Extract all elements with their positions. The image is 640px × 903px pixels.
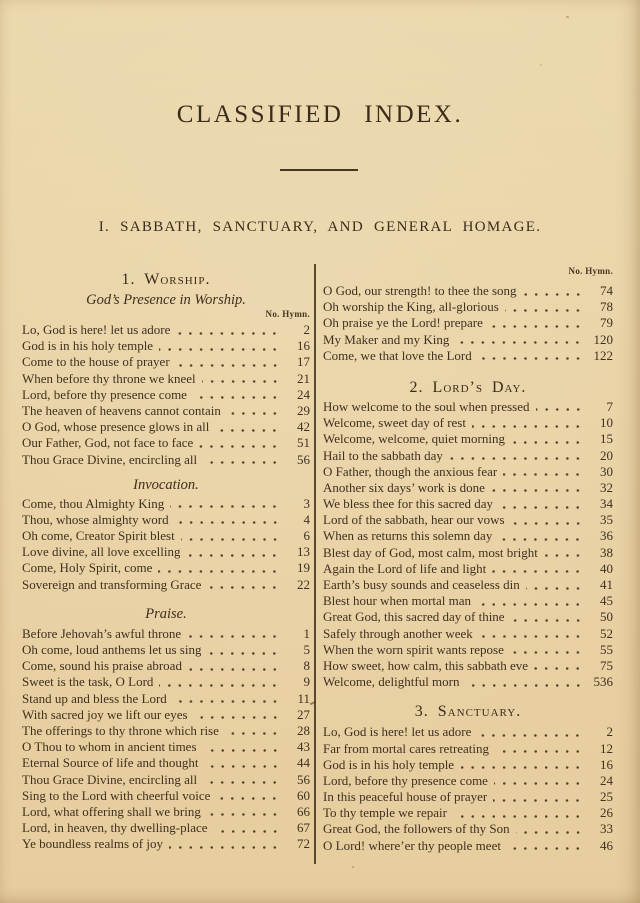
dot-leader — [215, 419, 282, 435]
dot-leader — [176, 322, 282, 338]
hymn-title: Safely through another week — [323, 625, 473, 641]
hymn-number: 60 — [297, 787, 310, 803]
hymn-title: Oh praise ye the Lord! prepare — [323, 315, 483, 331]
hymn-title: Thou Grace Divine, encircling all — [22, 771, 198, 787]
dot-leader — [544, 545, 585, 561]
index-entry — [22, 560, 310, 576]
index-entry — [323, 315, 613, 331]
dot-leader — [511, 512, 585, 528]
paper-speck — [566, 16, 569, 18]
entry-list-lords-day — [323, 399, 613, 690]
index-entry — [22, 496, 310, 512]
hymn-number: 30 — [600, 463, 613, 479]
hymn-number: 34 — [600, 496, 613, 512]
hymn-number: 19 — [297, 560, 310, 576]
hymn-number: 20 — [600, 447, 613, 463]
section-heading: I. SABBATH, SANCTUARY, AND GENERAL HOMAGE. — [98, 219, 542, 235]
column-left — [22, 270, 310, 852]
dot-leader — [493, 789, 585, 805]
dot-leader — [478, 348, 585, 364]
hymn-number: 1 — [303, 625, 310, 641]
hymn-number: 536 — [593, 674, 613, 690]
dot-leader — [492, 561, 585, 577]
hymn-number: 28 — [297, 722, 310, 738]
hymn-number: 26 — [600, 805, 613, 821]
index-entry — [22, 626, 310, 642]
index-entry — [22, 452, 310, 468]
hymn-number: 15 — [600, 431, 613, 447]
hymn-number: 41 — [600, 577, 613, 592]
index-entry — [323, 464, 613, 480]
hymn-number: 120 — [593, 331, 613, 347]
index-entry — [323, 399, 613, 415]
dot-leader — [455, 332, 585, 348]
hymn-title: Come, thou Almighty King — [22, 495, 165, 511]
paper-speck — [148, 296, 150, 298]
page-title: CLASSIFIED INDEX. — [176, 101, 464, 128]
index-entry — [323, 773, 613, 789]
worship-section-title: 1. Worship. — [121, 271, 211, 288]
dot-leader — [495, 741, 585, 757]
dot-leader — [186, 544, 282, 560]
dot-leader — [494, 773, 585, 789]
hymn-title: Sweet is the task, O Lord — [22, 674, 154, 690]
hymn-title: Come to the house of prayer — [22, 354, 170, 370]
hymn-number: 42 — [297, 419, 310, 435]
hymn-number: 13 — [297, 544, 310, 560]
hymn-title: O Father, though the anxious fear — [323, 463, 498, 479]
dot-leader — [176, 354, 282, 370]
hymn-number: 46 — [600, 837, 613, 853]
hymn-number: 43 — [297, 739, 310, 755]
index-entry — [323, 448, 613, 464]
entry-list-presence — [22, 322, 310, 468]
hymn-title: Another six days’ work is done — [323, 479, 485, 495]
index-entry — [323, 741, 613, 757]
dot-leader — [516, 821, 585, 837]
index-entry — [323, 496, 613, 512]
hymn-title: Sovereign and transforming Grace — [22, 576, 202, 592]
hymn-number: 75 — [600, 657, 613, 673]
subsection-title-presence: God’s Presence in Worship. — [86, 292, 246, 308]
index-entry — [323, 674, 613, 690]
index-entry — [22, 658, 310, 674]
index-entry — [22, 739, 310, 755]
hymn-title: To thy temple we repair — [323, 805, 447, 821]
index-entry — [22, 820, 310, 836]
hymn-number: 35 — [600, 512, 613, 528]
index-entry — [22, 723, 310, 739]
hymn-title: Blest hour when mortal man — [323, 593, 472, 609]
index-entry — [323, 593, 613, 609]
dot-leader — [507, 838, 585, 854]
hymn-number: 74 — [600, 283, 613, 298]
hymn-title: Sing to the Lord with cheerful voice — [22, 787, 211, 803]
hymn-title: When the worn spirit wants repose — [323, 641, 504, 657]
index-entry — [323, 348, 613, 364]
index-entry — [22, 804, 310, 820]
dot-leader — [511, 609, 585, 625]
hymn-number: 8 — [303, 658, 310, 674]
hymn-number: 56 — [297, 771, 310, 787]
entry-list-praise-continued — [323, 283, 613, 364]
dot-leader — [188, 658, 282, 674]
dot-leader — [460, 757, 585, 773]
dot-leader — [202, 371, 282, 387]
index-entry — [22, 772, 310, 788]
dot-leader — [205, 755, 282, 771]
hymn-title: The heaven of heavens cannot contain — [22, 402, 221, 418]
index-entry — [22, 707, 310, 723]
column-divider — [314, 264, 316, 864]
hymn-title: Lo, God is here! let us adore — [323, 724, 472, 740]
hymn-title: Blest day of God, most calm, most bright — [323, 544, 538, 560]
hymn-title: O Thou to whom in ancient times — [22, 739, 197, 755]
hymn-number: 52 — [600, 625, 613, 641]
hymn-number: 29 — [297, 402, 310, 418]
dot-leader — [216, 788, 282, 804]
hymn-title: The offerings to thy throne which rise — [22, 722, 219, 738]
index-entry — [323, 642, 613, 658]
dot-leader — [491, 480, 585, 496]
hymn-title: When before thy throne we kneel — [22, 370, 196, 386]
dot-leader — [170, 496, 282, 512]
index-entry — [323, 512, 613, 528]
dot-leader — [158, 560, 282, 576]
index-entry — [323, 805, 613, 821]
dot-leader — [159, 674, 282, 690]
hymn-title: Eternal Source of life and thought — [22, 755, 199, 771]
index-entry — [323, 577, 613, 593]
hymn-title: My Maker and my King — [323, 331, 450, 347]
hymn-title: Lord, in heaven, thy dwelling-place — [22, 820, 208, 836]
hymn-number: 27 — [297, 706, 310, 722]
dot-leader — [479, 626, 585, 642]
index-entry — [323, 724, 613, 740]
hymn-number: 38 — [600, 544, 613, 560]
hymn-title: Great God, the followers of thy Son — [323, 821, 510, 837]
dot-leader — [536, 399, 585, 415]
dot-leader — [169, 836, 282, 852]
index-entry — [323, 545, 613, 561]
hymn-title: Thou Grace Divine, encircling all — [22, 451, 198, 467]
index-entry — [323, 658, 613, 674]
index-entry — [323, 299, 613, 315]
hymn-number: 45 — [600, 593, 613, 609]
hymn-number: 122 — [593, 347, 613, 363]
dot-leader — [510, 642, 585, 658]
dot-leader — [199, 435, 282, 451]
entry-list-invocation — [22, 496, 310, 593]
index-entry — [22, 435, 310, 451]
index-entry — [22, 674, 310, 690]
hymn-number: 25 — [600, 789, 613, 805]
index-entry — [22, 403, 310, 419]
hymn-title: Oh worship the King, all-glorious — [323, 299, 499, 315]
hymn-title: O God, whose presence glows in all — [22, 419, 210, 435]
hymn-title: Our Father, God, not face to face — [22, 435, 194, 451]
index-entry — [323, 757, 613, 773]
sanctuary-section-title: 3. Sanctuary. — [414, 703, 522, 721]
index-entry — [22, 691, 310, 707]
dot-leader — [225, 723, 282, 739]
hymn-number: 17 — [297, 354, 310, 370]
hymn-title: Far from mortal cares retreating — [323, 740, 490, 756]
hymn-title: Welcome, delightful morn — [323, 674, 460, 690]
title-rule — [280, 169, 358, 171]
hymn-title: Before Jehovah’s awful throne — [22, 625, 182, 641]
hymn-number: 72 — [297, 836, 310, 852]
hymn-number: 24 — [297, 386, 310, 402]
dot-leader — [193, 387, 282, 403]
hymn-number: 33 — [600, 821, 613, 837]
index-entry — [323, 480, 613, 496]
hymn-title: Come, sound his praise abroad — [22, 658, 182, 674]
hymn-title: Lo, God is here! let us adore — [22, 322, 171, 337]
hymn-number: 78 — [600, 299, 613, 315]
hymn-title: We bless thee for this sacred day — [323, 496, 494, 512]
paper-speck — [352, 866, 354, 868]
hymn-number: 3 — [303, 495, 310, 511]
hymn-title: How sweet, how calm, this sabbath eve — [323, 657, 529, 673]
dot-leader — [466, 674, 586, 690]
dot-leader — [207, 642, 282, 658]
hymn-title: Oh come, Creator Spirit blest — [22, 528, 175, 544]
hymn-number: 24 — [600, 772, 613, 788]
hymn-title: Come, Holy Spirit, come — [22, 560, 153, 576]
hymn-title: Welcome, welcome, quiet morning — [323, 431, 505, 447]
index-entry — [22, 755, 310, 771]
hymn-title: Lord of the sabbath, hear our vows — [323, 512, 505, 528]
hymn-number: 10 — [600, 415, 613, 431]
hymn-title: O Lord! where’er thy people meet — [323, 837, 501, 853]
hymn-title: Great God, this sacred day of thine — [323, 609, 505, 625]
hymn-number: 32 — [600, 479, 613, 495]
dot-leader — [534, 658, 585, 674]
index-entry — [22, 512, 310, 528]
index-entry — [323, 528, 613, 544]
hymn-title: In this peaceful house of prayer — [323, 789, 488, 805]
hymn-number: 9 — [303, 674, 310, 690]
index-entry — [22, 419, 310, 435]
index-entry — [323, 789, 613, 805]
dot-leader — [181, 528, 282, 544]
dot-leader — [503, 464, 585, 480]
dot-leader — [526, 577, 585, 593]
hymn-title: Thou, whose almighty word — [22, 511, 169, 527]
index-entry — [323, 332, 613, 348]
hymn-number: 66 — [297, 803, 310, 819]
no-hymn-label: No. Hymn. — [265, 309, 310, 319]
hymn-title: Earth’s busy sounds and ceaseless din — [323, 577, 520, 592]
dot-leader — [194, 707, 282, 723]
hymn-number: 5 — [303, 642, 310, 657]
dot-leader — [477, 593, 585, 609]
index-entry — [22, 836, 310, 852]
hymn-number: 50 — [600, 609, 613, 625]
dot-leader — [477, 724, 585, 740]
hymn-title: Love divine, all love excelling — [22, 544, 181, 560]
hymn-number: 11 — [297, 690, 310, 706]
paper-speck — [540, 64, 542, 66]
hymn-number: 2 — [606, 724, 613, 740]
hymn-number: 6 — [303, 528, 310, 544]
hymn-title: Come, we that love the Lord — [323, 347, 472, 363]
index-entry — [22, 322, 310, 338]
hymn-title: Lord, what offering shall we bring — [22, 803, 201, 819]
index-entry — [323, 838, 613, 854]
column-right — [323, 262, 613, 854]
dot-leader — [472, 415, 585, 431]
hymn-title: Welcome, sweet day of rest — [323, 415, 466, 431]
subsection-title-praise: Praise. — [145, 605, 187, 622]
dot-leader — [449, 448, 585, 464]
index-entry — [323, 609, 613, 625]
index-entry — [22, 528, 310, 544]
hymn-number: 7 — [606, 398, 613, 414]
index-entry — [323, 821, 613, 837]
dot-leader — [175, 512, 282, 528]
dot-leader — [489, 315, 585, 331]
hymn-title: O God, our strength! to thee the song — [323, 283, 517, 298]
hymn-number: 2 — [303, 322, 310, 337]
lords-day-section-title: 2. Lord’s Day. — [409, 378, 527, 396]
dot-leader — [187, 626, 282, 642]
hymn-number: 56 — [297, 451, 310, 467]
hymn-number: 16 — [297, 338, 310, 354]
hymn-title: With sacred joy we lift our eyes — [22, 706, 188, 722]
hymn-number: 40 — [600, 560, 613, 576]
index-entry — [323, 431, 613, 447]
index-entry — [22, 387, 310, 403]
hymn-title: God is in his holy temple — [22, 338, 154, 354]
hymn-title: How welcome to the soul when pressed — [323, 398, 530, 414]
hymn-title: Lord, before thy presence come — [323, 772, 488, 788]
entry-list-sanctuary — [323, 724, 613, 854]
hymn-title: Ye boundless realms of joy — [22, 836, 163, 852]
dot-leader — [173, 691, 282, 707]
hymn-number: 4 — [303, 511, 310, 527]
dot-leader — [214, 820, 282, 836]
index-entry — [22, 577, 310, 593]
hymn-number: 22 — [297, 576, 310, 592]
dot-leader — [498, 528, 585, 544]
dot-leader — [227, 403, 282, 419]
index-entry — [22, 338, 310, 354]
index-entry — [323, 561, 613, 577]
dot-leader — [505, 299, 585, 315]
hymn-number: 51 — [297, 435, 310, 451]
dot-leader — [523, 283, 585, 299]
dot-leader — [203, 772, 282, 788]
dot-leader — [159, 338, 282, 354]
dot-leader — [511, 431, 585, 447]
hymn-title: Again the Lord of life and light — [323, 560, 487, 576]
dot-leader — [207, 577, 282, 593]
index-entry — [323, 415, 613, 431]
dot-leader — [499, 496, 585, 512]
dot-leader — [207, 804, 282, 820]
entry-list-praise — [22, 626, 310, 853]
hymn-title: When as returns this solemn day — [323, 528, 493, 544]
hymn-title: Oh come, loud anthems let us sing — [22, 642, 202, 657]
no-hymn-label: No. Hymn. — [568, 266, 613, 276]
dot-leader — [203, 739, 282, 755]
dot-leader — [203, 452, 282, 468]
dot-leader — [453, 805, 585, 821]
index-entry — [22, 371, 310, 387]
index-entry — [22, 544, 310, 560]
index-entry — [22, 788, 310, 804]
hymn-number: 16 — [600, 756, 613, 772]
hymn-number: 44 — [297, 755, 310, 771]
hymn-number: 12 — [600, 740, 613, 756]
index-entry — [22, 354, 310, 370]
hymn-number: 21 — [297, 370, 310, 386]
hymn-number: 55 — [600, 641, 613, 657]
index-entry — [323, 283, 613, 299]
hymn-title: Stand up and bless the Lord — [22, 690, 167, 706]
subsection-title-invocation: Invocation. — [133, 476, 199, 493]
hymn-title: Hail to the sabbath day — [323, 447, 443, 463]
index-entry — [323, 626, 613, 642]
index-entry — [22, 642, 310, 658]
hymn-number: 79 — [600, 315, 613, 331]
hymn-number: 67 — [297, 820, 310, 836]
hymn-title: God is in his holy temple — [323, 756, 455, 772]
hymn-title: Lord, before thy presence come — [22, 386, 187, 402]
hymn-number: 36 — [600, 528, 613, 544]
